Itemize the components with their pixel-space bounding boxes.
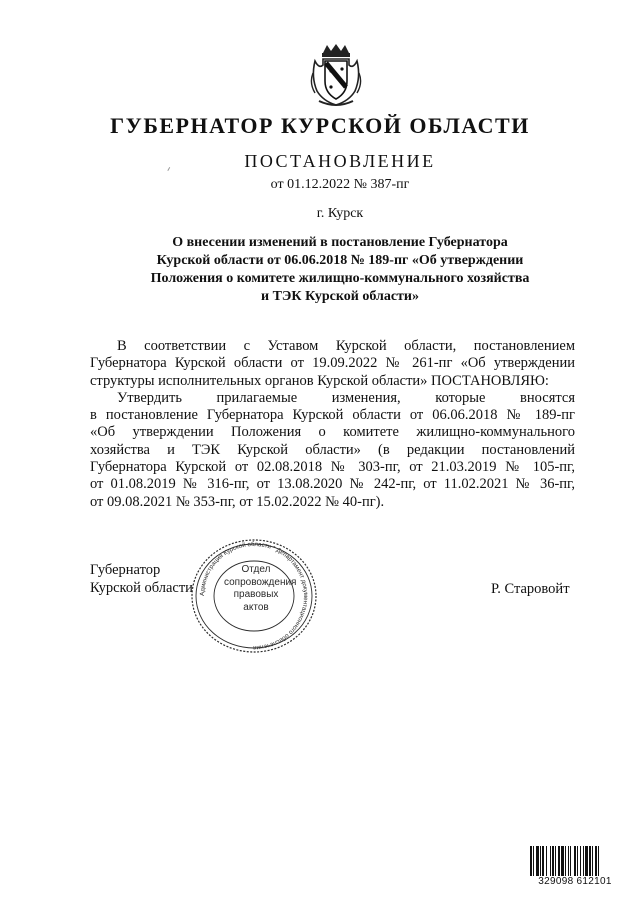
subject-line: О внесении изменений в постановление Губернатора (172, 235, 508, 250)
subject-line: и ТЭК Курской области» (261, 289, 419, 304)
stamp-line: Отдел (241, 564, 271, 575)
barcode-bar (536, 846, 539, 876)
subject-line: Положения о комитете жилищно-коммунального хозяйства (150, 271, 530, 286)
barcode-bar (583, 846, 584, 876)
stamp-line: сопровождения (224, 576, 297, 588)
barcode-bar (540, 846, 541, 876)
barcode-bar (561, 846, 564, 876)
barcode-bar (552, 846, 554, 876)
barcode-bar (577, 846, 578, 876)
kursk-coat-of-arms-icon (309, 43, 363, 109)
stamp-line: правовых (233, 589, 279, 600)
barcode-bar (589, 846, 591, 876)
barcode-bar (542, 846, 544, 876)
barcode-bar (585, 846, 588, 876)
body-line: хозяйства и ТЭК Курской области» (в редакции постановлений (90, 441, 575, 458)
body-line: от 09.08.2021 № 353-пг, от 15.02.2022 № 40-пг). (90, 493, 385, 510)
document-type: ПОСТАНОВЛЕНИЕ (244, 151, 436, 171)
barcode-bar (568, 846, 569, 876)
document-subject (110, 234, 570, 306)
barcode-bar (595, 846, 597, 876)
body-line: В соответствии с Уставом Курской области, постановлением (117, 338, 575, 354)
barcode-bar (530, 846, 532, 876)
body-line: Губернатора Курской от 02.08.2018 № 303-пг, от 21.03.2019 № 105-пг, (90, 459, 575, 476)
barcode-bar (574, 846, 576, 876)
body-line: Утвердить прилагаемые изменения, которые вносятся (117, 389, 575, 406)
body-line: структуры исполнительных органов Курской области» ПОСТАНОВЛЯЮ: (90, 372, 549, 389)
subject-line: Курской области от 06.06.2018 № 189-пг «Об утверждении (156, 253, 524, 268)
barcode-bar (570, 846, 571, 876)
barcode-bar (555, 846, 556, 876)
barcode-bar (592, 846, 593, 876)
barcode-bar (565, 846, 566, 876)
barcode-bar (533, 846, 534, 876)
document-body (90, 338, 575, 511)
barcode-bar (598, 846, 599, 876)
barcode-bar (558, 846, 560, 876)
signatory-position-line: Курской области (90, 580, 193, 596)
body-line: от 01.08.2019 № 316-пг, от 13.08.2020 № 242-пг, от 11.02.2021 № 36-пг, (90, 476, 575, 493)
stamp-center-text (224, 564, 297, 614)
barcode-bar (546, 846, 547, 876)
signatory-position (90, 561, 193, 597)
signatory-position-line: Губернатор (90, 562, 161, 578)
document-date-number: от 01.12.2022 № 387-пг (270, 177, 410, 192)
barcode-number: 329098 612101 (538, 876, 612, 887)
barcode-bar (580, 846, 581, 876)
barcode (530, 846, 620, 876)
signatory-name: Р. Старовойт (491, 581, 570, 597)
body-line: в постановление Губернатора Курской области от 06.06.2018 № 189-пг (90, 407, 575, 424)
stamp-ring-text: Администрация Курской области * Департамент документационного обеспечения (198, 540, 310, 652)
issuer-title: ГУБЕРНАТОР КУРСКОЙ ОБЛАСТИ (110, 113, 530, 138)
stamp-line: актов (243, 601, 269, 613)
body-line: «Об утверждении Положения о комитете жилищно-коммунального (90, 424, 575, 441)
barcode-bar (550, 846, 551, 876)
document-city: г. Курск (316, 206, 364, 221)
body-line: Губернатора Курской области от 19.09.2022 № 261-пг «Об утверждении (90, 355, 575, 372)
